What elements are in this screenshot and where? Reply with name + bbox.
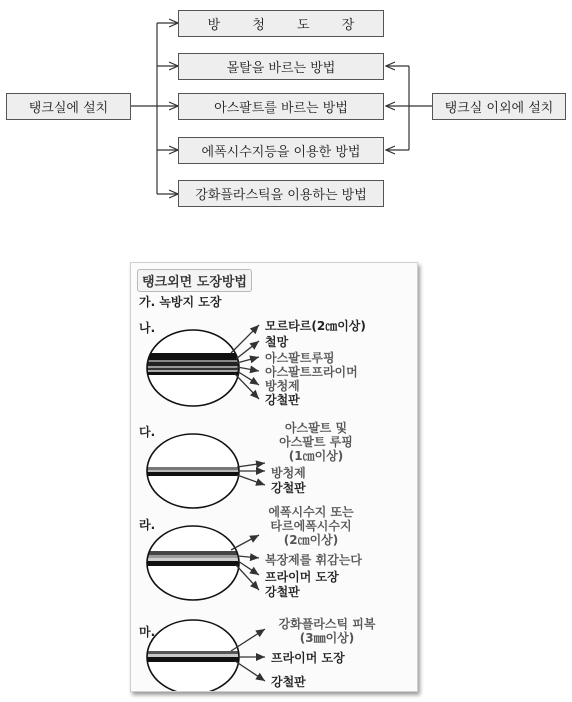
na-layer-wire-mesh: 철망: [265, 335, 289, 349]
method-box-asphalt: 아스팔트를 바르는 방법: [178, 93, 384, 120]
ra-layer-steel-plate: 강철판: [265, 585, 300, 599]
coating-methods-panel: [130, 262, 418, 692]
ra-layer-thickness: (2㎝이상): [283, 533, 339, 547]
na-layer-asphalt-roofing: 아스팔트루핑: [265, 351, 335, 365]
method-box-epoxy: 에폭시수지등을 이용한 방법: [178, 137, 384, 164]
cross-section-na: [141, 325, 259, 406]
method-box-frp: 강화플라스틱을 이용하는 방법: [178, 180, 384, 207]
ma-layer-steel-plate: 강철판: [271, 675, 306, 689]
method-box-anticorrosion-paint: 방 청 도 장: [178, 10, 384, 37]
ra-layer-tar-epoxy: 타르에폭시수지: [270, 519, 352, 533]
na-layer-mortar: 모르타르(2㎝이상): [265, 319, 366, 333]
installed-outside-tank-room-box: 탱크실 이외에 설치: [432, 93, 566, 120]
flowchart-connectors: [0, 0, 572, 260]
na-layer-steel-plate: 강철판: [265, 393, 300, 407]
installed-in-tank-room-box: 탱크실에 설치: [6, 93, 131, 120]
method-box-mortar: 몰탈을 바르는 방법: [178, 53, 384, 80]
ma-layer-frp: 강화플라스틱 피복: [278, 617, 376, 631]
ra-layer-epoxy: 에폭시수지 또는: [268, 505, 354, 519]
ma-label: 마.: [139, 625, 156, 639]
ra-layer-primer: 프라이머 도장: [265, 570, 339, 584]
section-ga-label: 가. 녹방지 도장: [139, 295, 222, 309]
cross-section-ra: [141, 526, 259, 600]
na-label: 나.: [139, 321, 156, 335]
da-layer-steel-plate: 강철판: [271, 481, 306, 495]
da-layer-rust-inhibitor: 방청제: [271, 466, 306, 480]
da-layer-thickness: (1㎝이상): [288, 449, 344, 463]
ma-layer-primer: 프라이머 도장: [271, 651, 345, 665]
ma-layer-thickness: (3㎜이상): [299, 631, 355, 645]
cross-section-ma: [141, 620, 265, 691]
na-layer-rust-inhibitor: 방청제: [265, 379, 300, 393]
panel-title: 탱크외면 도장방법: [137, 269, 252, 292]
da-layer-asphalt-and: 아스팔트 및: [284, 421, 348, 435]
na-layer-asphalt-primer: 아스팔트프라이머: [265, 365, 358, 379]
ra-layer-wrapping: 복장제를 휘감는다: [265, 553, 362, 567]
da-label: 다.: [139, 425, 156, 439]
cross-section-da: [141, 434, 265, 508]
da-layer-asphalt-roofing: 아스팔트 루핑: [279, 435, 353, 449]
ra-label: 라.: [139, 518, 156, 532]
